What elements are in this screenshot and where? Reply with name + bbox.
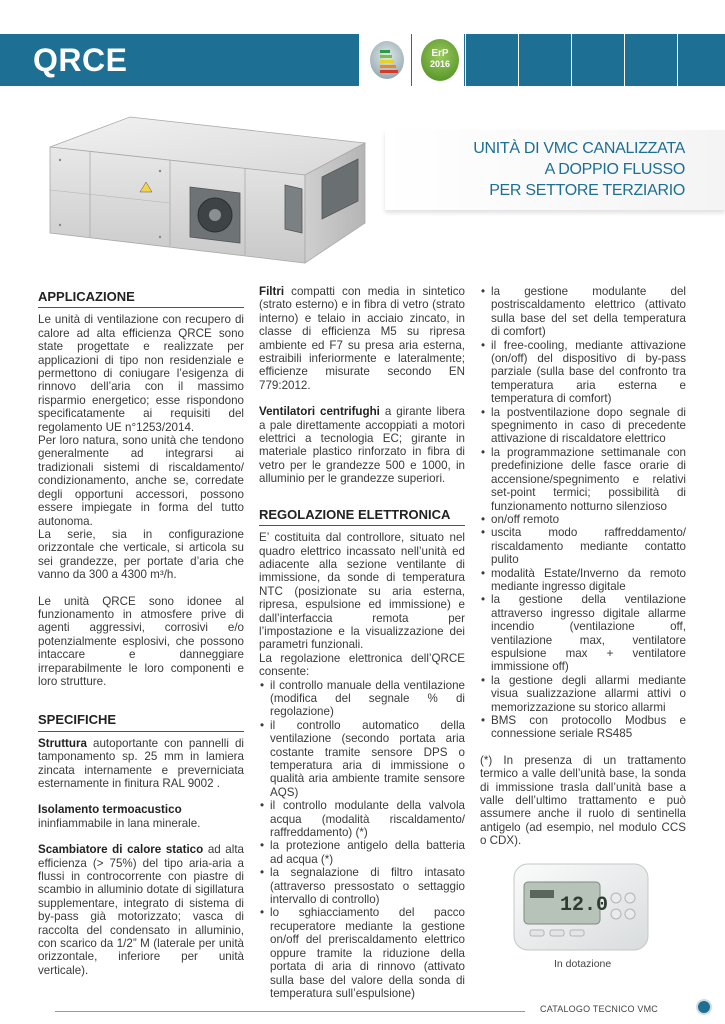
remote-controller-image — [512, 860, 652, 955]
header-band — [0, 34, 725, 86]
erp-year: 2016 — [429, 59, 451, 69]
header-cell — [677, 34, 725, 86]
list-item: • la gestione modulante del postriscaldamento elettrico (attivato sulla base del set della temperatura di comfort) — [480, 285, 686, 339]
regolazione-paragraph: E’ costituita dal controllore, situato nel quadro elettrico incassato nell’unità ed adiacente alla sezione ventilante di immissione, da sonde di temperatura NTC (posizionate su aria esterna, ripresa, espulsione ed immissione) e dall’interfaccia remota per l’impostazione e la visualizzazione dei parametri funzionali. — [259, 531, 465, 652]
feature-list — [480, 285, 686, 741]
tagline-line: PER SETTORE TERZIARIO — [489, 182, 685, 199]
spec-lead: Ventilatori centrifughi — [259, 405, 380, 419]
section-title-regolazione: REGOLAZIONE ELETTRONICA — [259, 508, 465, 526]
header-icon-row — [359, 34, 725, 86]
spec-text: a girante libera a pale direttamente accoppiati a motori elettrici a tecnologia EC; girante in materiale plastico rinforzato in fibra di vetro per le grandezze 500 e 1000, in alluminio per le grandezze superiori. — [259, 405, 466, 486]
column-left — [38, 290, 244, 990]
list-item: • la programmazione settimanale con predefinizione delle fasce orarie di accensione/spegnimento e relativi set-point termici; possibilità di funzionamento notturno silenzioso — [480, 446, 686, 513]
section-title-applicazione: APPLICAZIONE — [38, 290, 244, 308]
energy-efficiency-icon — [370, 41, 404, 79]
list-item: • modalità Estate/Inverno da remoto mediante ingresso digitale — [480, 567, 686, 594]
list-item: • la gestione degli allarmi mediante visua sualizzazione allarmi attivi o memorizzazione su storico allarmi — [480, 674, 686, 714]
list-item: • il free-cooling, mediante attivazione (on/off) del dispositivo di by-pass parziale (sulla base del confronto tra temperatura aria esterna e temperatura di comfort) — [480, 339, 686, 406]
applicazione-paragraph: Le unità QRCE sono idonee al funzionamento in atmosfere prive di agenti aggressivi, corrosivi e/o potenzialmente esplosivi, che possono intaccare e danneggiare irreparabilmente le loro componenti e loro strutture. — [38, 594, 244, 688]
spec-lead: Scambiatore di calore statico — [38, 843, 204, 857]
spec-struttura — [38, 737, 244, 791]
column-middle — [259, 285, 465, 1000]
spec-scambiatore — [38, 843, 244, 977]
spec-text: compatti con media in sintetico (strato esterno) e in fibra di vetro (strato interno) e telaio in acciaio zincato, in classe di efficienza M5 su ripresa ambiente ed F7 su presa aria esterna, estraibili inferiormente e lateralmente; efficienze misurate secondo EN 779:2012. — [259, 285, 465, 392]
applicazione-paragraph: Per loro natura, sono unità che tendono generalmente ad integrarsi ai tradizionali sistemi di riscaldamento/ condizionamento, anche se, corredate degli opportuni accessori, possono essere impiegate in forma del tutto autonoma. — [38, 434, 244, 528]
display-readout: 12.0 — [560, 894, 609, 917]
tagline — [385, 138, 685, 201]
erp-label: ErP — [431, 48, 449, 59]
column-right — [480, 285, 686, 861]
efficiency-badge-cell — [359, 34, 412, 86]
header-cell — [518, 34, 571, 86]
spec-ventilatori — [259, 405, 465, 485]
spec-text: ad alta efficienza (> 75%) del tipo aria-aria a flussi in controcorrente con piastre di scambio in alluminio dotate di sigillatura supplementare, integrato di sistema di by-pass già motorizzato; vasca di raccolta del condensato in alluminio, con scarico da 1/2” M (laterale per unità orizzontale, inferiore per unità verticale). — [38, 843, 244, 977]
section-title-specifiche: SPECIFICHE — [38, 713, 244, 731]
footer-text: CATALOGO TECNICO VMC — [540, 1004, 659, 1014]
tagline-line: A DOPPIO FLUSSO — [544, 161, 685, 178]
list-item: • la gestione della ventilazione attraverso ingresso digitale allarme incendio (ventilazione off, ventilazione max, ventilatore espulsione max + ventilatore immissione off) — [480, 593, 686, 673]
erp-badge-cell — [412, 34, 465, 86]
list-item: • il controllo automatico della ventilazione (secondo portata aria costante tramite sensore DPS o temperatura aria di immissione o qualità aria ambiente tramite sensore AQS) — [259, 719, 465, 799]
regolazione-paragraph: La regolazione elettronica dell’QRCE consente: — [259, 651, 465, 679]
applicazione-paragraph: Le unità di ventilazione con recupero di calore ad alta efficienza QRCE sono state progettate e realizzate per applicazioni di tipo non residenziale e permettono di coniugare l’esigenza di rinnovo dell’aria con il massimo risparmio energetico; esse rispondono specificatamente ai requisiti del regolamento UE n°1253/2014. — [38, 313, 244, 434]
list-item: • il controllo manuale della ventilazione (modifica del segnale % di regolazione) — [259, 679, 465, 719]
spec-text: ininfiammabile in lana minerale. — [38, 816, 201, 830]
erp-2016-icon — [421, 39, 459, 81]
header-cell — [571, 34, 624, 86]
header-cell — [465, 34, 518, 86]
image-caption: In dotazione — [554, 958, 612, 970]
spec-lead: Filtri — [259, 285, 285, 298]
spec-lead: Isolamento termoacustico — [38, 803, 182, 817]
spec-lead: Struttura — [38, 736, 87, 750]
list-item: • uscita modo raffreddamento/ riscaldamento mediante contatto pulito — [480, 526, 686, 566]
regolazione-note: (*) In presenza di un trattamento termico a valle dell’unità base, la sonda di immissione trasla dall’unità base a valle dell’ultimo trattamento e può assumere anche il ruolo di sentinella antigelo (ad esempio, nel modulo CCS o CDX). — [480, 753, 686, 848]
spec-isolamento — [38, 803, 244, 830]
list-item: • il controllo modulante della valvola acqua (modalità riscaldamento/ raffreddamento) (*) — [259, 799, 465, 839]
applicazione-paragraph: La serie, sia in configurazione orizzontale che verticale, si articola su sei grandezze, per portate d’aria che vanno da 300 a 4300 m³/h. — [38, 527, 244, 582]
footer-divider — [55, 1011, 525, 1012]
brand-logo-icon — [696, 999, 712, 1015]
feature-list — [259, 679, 465, 1001]
header-cell — [624, 34, 677, 86]
tagline-box — [385, 130, 725, 210]
tagline-line: UNITÀ DI VMC CANALIZZATA — [473, 140, 685, 157]
spec-filtri — [259, 285, 465, 392]
list-item: • lo sghiacciamento del pacco recuperatore mediante la gestione on/off del preriscaldamento elettrico oppure tramite la riduzione della portata di aria di rinnovo (attivato sulla base del valore della sonda di temperatura sull’espulsione) — [259, 906, 465, 1000]
list-item: • la protezione antigelo della batteria ad acqua (*) — [259, 839, 465, 866]
list-item: • la segnalazione di filtro intasato (attraverso pressostato o settaggio intervallo di controllo) — [259, 866, 465, 906]
product-unit-image — [30, 115, 370, 265]
spec-text: autoportante con pannelli di tamponamento sp. 25 mm in lamiera zincata internamente e preverniciata esternamente in finitura RAL 9002 . — [38, 736, 244, 790]
list-item: • BMS con protocollo Modbus e connessione seriale RS485 — [480, 714, 686, 741]
page-title: QRCE — [33, 42, 128, 78]
list-item: • la postventilazione dopo segnale di spegnimento in caso di precedente attivazione di riscaldatore elettrico — [480, 406, 686, 446]
list-item: • on/off remoto — [480, 513, 686, 526]
